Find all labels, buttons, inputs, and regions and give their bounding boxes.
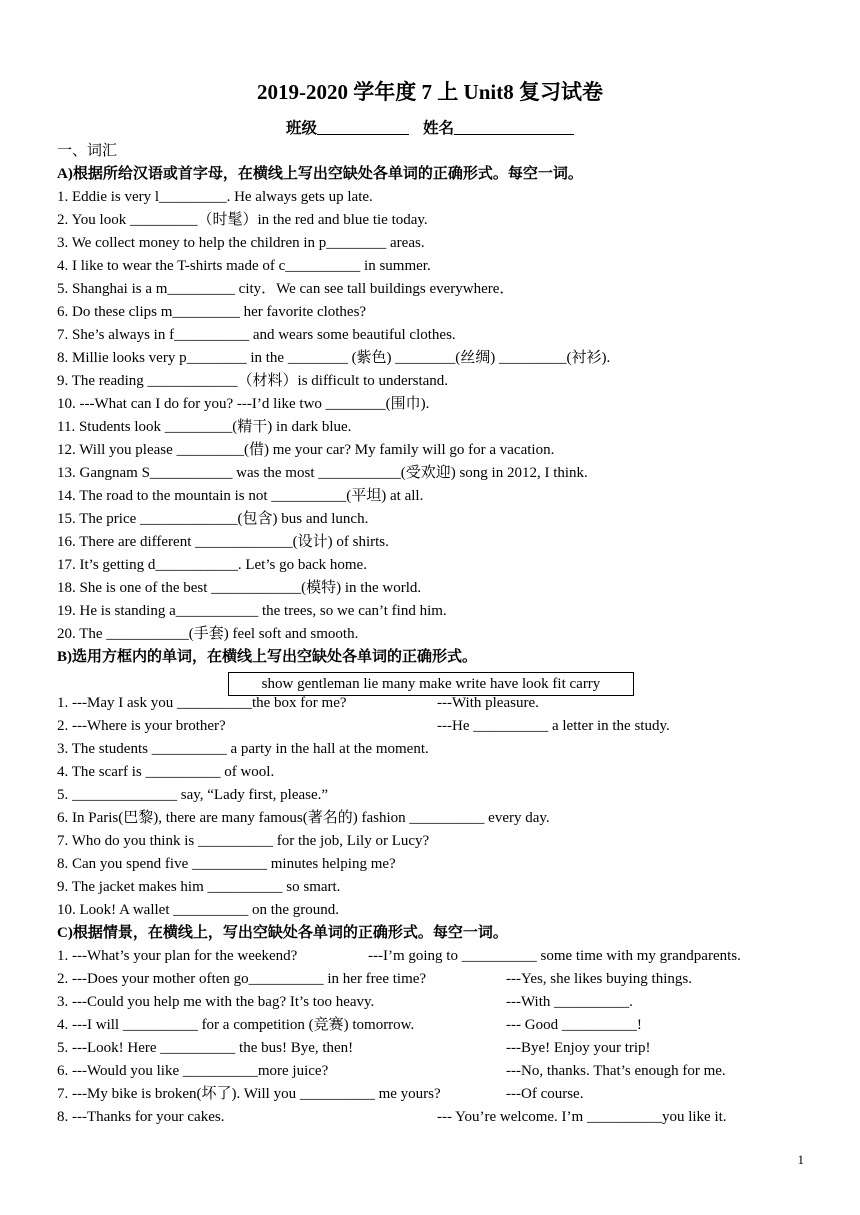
question-item	[57, 715, 837, 738]
question-prompt: 10. Look! A wallet __________ on the ground.	[57, 902, 340, 918]
question-prompt: 3. ---Could you help me with the bag? It’s too heavy.	[57, 994, 375, 1010]
question-prompt: 2. ---Where is your brother?	[57, 718, 226, 734]
question-prompt: 6. In Paris(巴黎), there are many famous(著名的) fashion __________ every day.	[57, 810, 550, 826]
question-item: 2. You look _________（时髦）in the red and blue tie today.	[57, 212, 428, 228]
question-response: --- Good __________!	[506, 1017, 642, 1033]
part-c-heading: C)根据情景，在横线上，写出空缺处各单词的正确形式。每空一词。	[57, 925, 508, 941]
question-response: ---I’m going to __________ some time with my grandparents.	[368, 948, 741, 964]
question-item: 10. ---What can I do for you? ---I’d like two ________(围巾).	[57, 396, 430, 412]
question-item	[57, 991, 837, 1014]
question-prompt: 6. ---Would you like __________more juice?	[57, 1063, 329, 1079]
question-prompt: 8. ---Thanks for your cakes.	[57, 1109, 225, 1125]
question-item	[57, 1037, 837, 1060]
question-item	[57, 1014, 837, 1037]
question-item: 19. He is standing a___________ the trees, so we can’t find him.	[57, 603, 447, 619]
question-prompt: 1. ---May I ask you __________the box for me?	[57, 695, 347, 711]
class-label: 班级	[286, 120, 318, 137]
question-response: ---With pleasure.	[437, 695, 539, 711]
question-item: 9. The reading ____________（材料）is difficult to understand.	[57, 373, 449, 389]
question-prompt: 7. Who do you think is __________ for the job, Lily or Lucy?	[57, 833, 430, 849]
question-response: ---He __________ a letter in the study.	[437, 718, 670, 734]
word-box: show gentleman lie many make write have look fit carry	[228, 672, 634, 696]
question-item	[57, 1060, 837, 1083]
question-prompt: 1. ---What’s your plan for the weekend?	[57, 948, 298, 964]
question-response: ---No, thanks. That’s enough for me.	[506, 1063, 726, 1079]
question-item: 6. Do these clips m_________ her favorite clothes?	[57, 304, 367, 320]
question-item: 20. The ___________(手套) feel soft and smooth.	[57, 626, 359, 642]
question-item: 7. She’s always in f__________ and wears some beautiful clothes.	[57, 327, 456, 343]
question-item	[57, 738, 837, 761]
question-prompt: 2. ---Does your mother often go__________ in her free time?	[57, 971, 427, 987]
section-heading: 一、词汇	[57, 143, 118, 159]
question-item: 4. I like to wear the T-shirts made of c__________ in summer.	[57, 258, 431, 274]
question-item	[57, 761, 837, 784]
part-a-heading: A)根据所给汉语或首字母，在横线上写出空缺处各单词的正确形式。每空一词。	[57, 166, 583, 182]
page-number: 1	[797, 1152, 804, 1167]
question-item	[57, 1083, 837, 1106]
question-item	[57, 945, 837, 968]
question-item: 14. The road to the mountain is not __________(平坦) at all.	[57, 488, 424, 504]
class-blank[interactable]	[317, 118, 409, 135]
question-item: 18. She is one of the best ____________(模特) in the world.	[57, 580, 422, 596]
question-item: 12. Will you please _________(借) me your car? My family will go for a vacation.	[57, 442, 555, 458]
question-item	[57, 807, 837, 830]
question-item: 3. We collect money to help the children in p________ areas.	[57, 235, 425, 251]
question-item	[57, 899, 837, 922]
question-response: ---With __________.	[506, 994, 633, 1010]
name-blank[interactable]	[454, 118, 574, 135]
question-prompt: 8. Can you spend five __________ minutes helping me?	[57, 856, 396, 872]
question-item	[57, 853, 837, 876]
question-item	[57, 876, 837, 899]
part-a-questions	[57, 186, 837, 646]
question-item: 8. Millie looks very p________ in the ________ (紫色) ________(丝绸) _________(衬衫).	[57, 350, 611, 366]
question-response: ---Yes, she likes buying things.	[506, 971, 692, 987]
question-prompt: 7. ---My bike is broken(坏了). Will you __________ me yours?	[57, 1086, 441, 1102]
exam-content	[57, 140, 837, 1129]
question-prompt: 5. ---Look! Here __________ the bus! Bye, then!	[57, 1040, 354, 1056]
part-b-heading: B)选用方框内的单词，在横线上写出空缺处各单词的正确形式。	[57, 649, 478, 665]
question-item: 13. Gangnam S___________ was the most ___________(受欢迎) song in 2012, I think.	[57, 465, 588, 481]
question-prompt: 4. The scarf is __________ of wool.	[57, 764, 275, 780]
question-item	[57, 1106, 837, 1129]
question-response: --- You’re welcome. I’m __________you like it.	[437, 1109, 727, 1125]
question-prompt: 5. ______________ say, “Lady first, please.”	[57, 787, 329, 803]
question-item: 11. Students look _________(精干) in dark blue.	[57, 419, 352, 435]
part-b-questions	[57, 692, 837, 922]
question-prompt: 3. The students __________ a party in the hall at the moment.	[57, 741, 429, 757]
name-label: 姓名	[422, 120, 454, 137]
page-title: 2019-2020 学年度 7 上 Unit8 复习试卷	[257, 80, 603, 104]
question-item: 16. There are different _____________(设计) of shirts.	[57, 534, 389, 550]
part-c-questions	[57, 945, 837, 1129]
question-response: ---Of course.	[506, 1086, 584, 1102]
question-item: 5. Shanghai is a m_________ city．We can see tall buildings everywhere．	[57, 281, 515, 297]
question-item: 17. It’s getting d___________. Let’s go back home.	[57, 557, 367, 573]
question-item: 1. Eddie is very l_________. He always gets up late.	[57, 189, 373, 205]
question-item	[57, 784, 837, 807]
question-prompt: 9. The jacket makes him __________ so smart.	[57, 879, 341, 895]
question-response: ---Bye! Enjoy your trip!	[506, 1040, 651, 1056]
question-item	[57, 968, 837, 991]
question-item	[57, 830, 837, 853]
question-item: 15. The price _____________(包含) bus and lunch.	[57, 511, 369, 527]
question-prompt: 4. ---I will __________ for a competition (竞赛) tomorrow.	[57, 1017, 415, 1033]
student-info-bar	[0, 116, 860, 138]
